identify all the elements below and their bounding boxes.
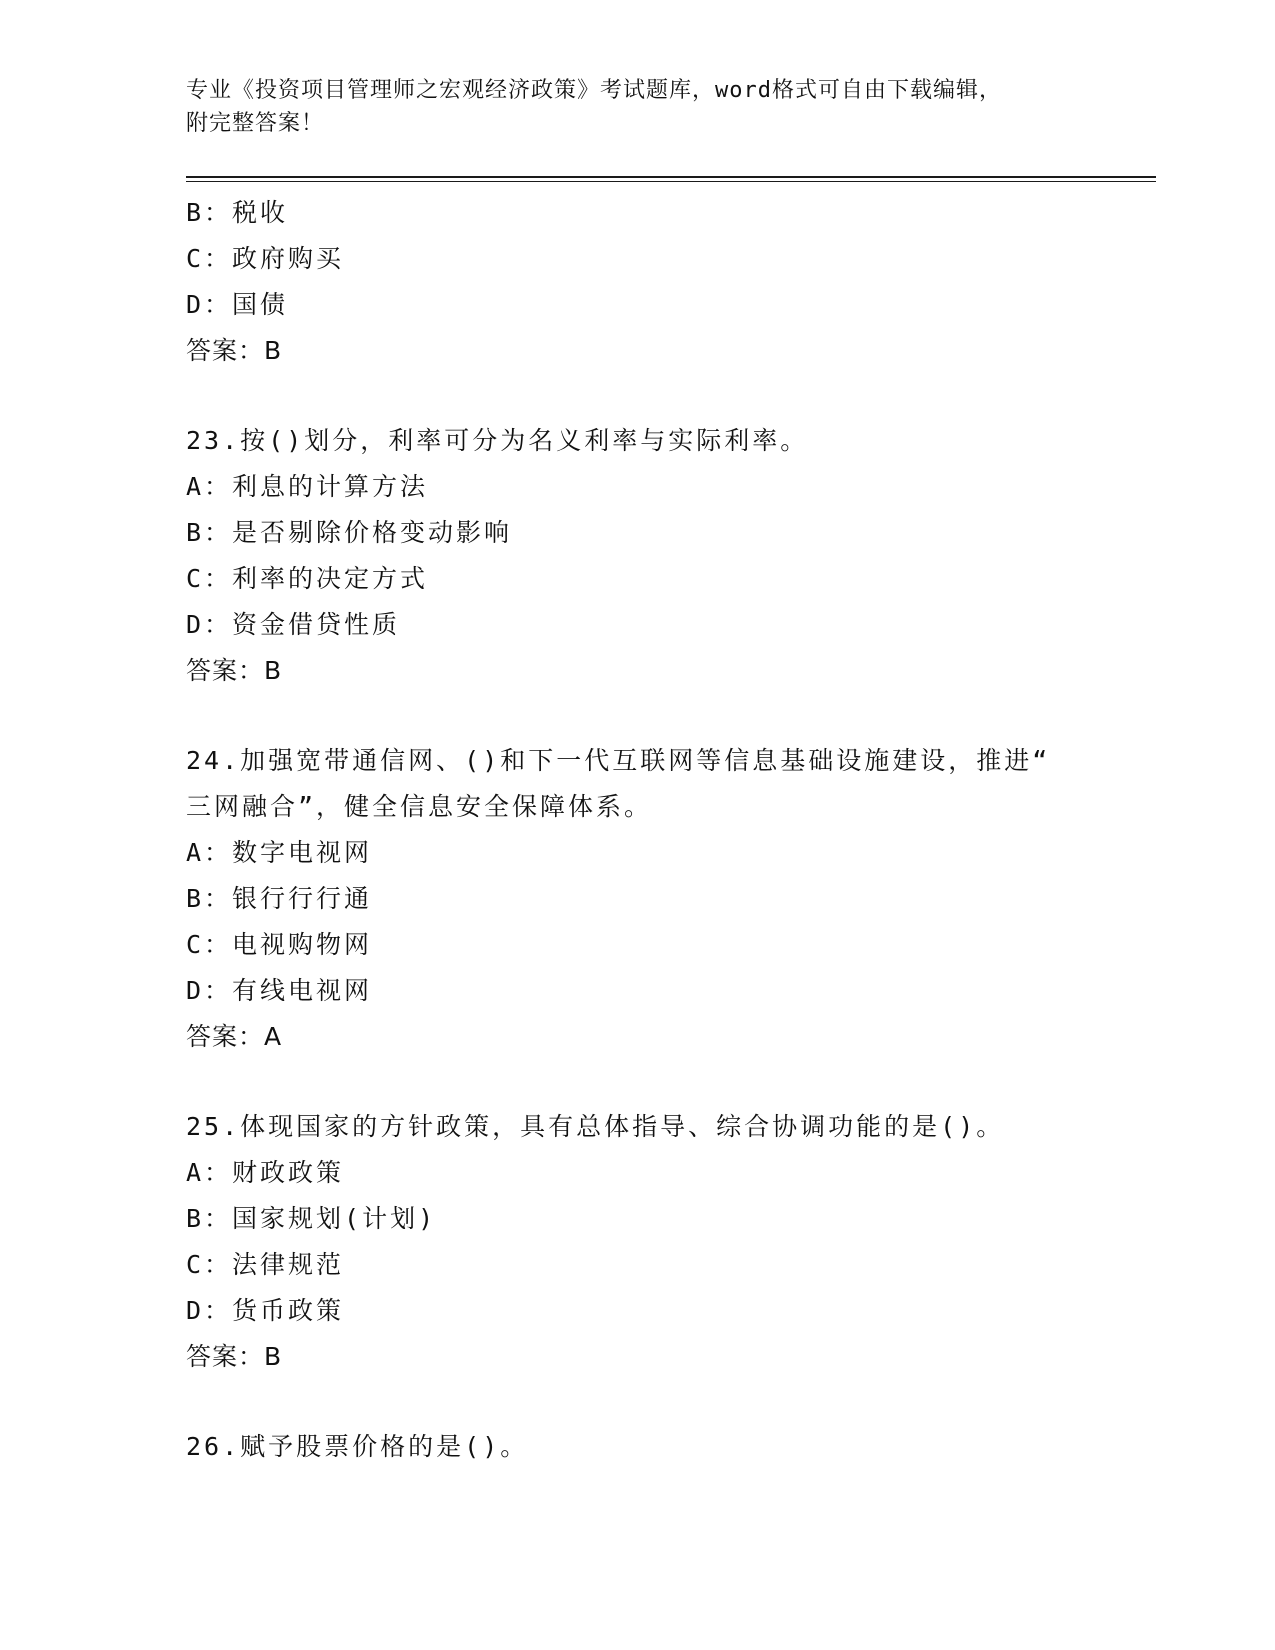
question-stem: 24.加强宽带通信网、()和下一代互联网等信息基础设施建设，推进“ [186,746,1051,775]
option-d: D：资金借贷性质 [186,610,401,639]
header-line-2: 附完整答案！ [186,111,325,136]
option-b: B：税收 [186,198,289,227]
option-c: C：法律规范 [186,1250,345,1279]
question-stem: 23.按()划分，利率可分为名义利率与实际利率。 [186,426,809,455]
option-a: A：财政政策 [186,1158,345,1187]
header-divider-thick [186,176,1156,178]
answer: 答案：A [186,1022,283,1051]
document-header [186,74,1086,140]
question-22-tail [186,190,1146,374]
question-stem: 26.赋予股票价格的是()。 [186,1432,529,1461]
question-stem-continued: 三网融合”，健全信息安全保障体系。 [186,792,653,821]
option-b: B：国家规划(计划) [186,1204,437,1233]
option-d: D：货币政策 [186,1296,345,1325]
question-list [186,190,1146,1470]
option-d: D：有线电视网 [186,976,373,1005]
option-b: B：银行行行通 [186,884,373,913]
header-line-1: 专业《投资项目管理师之宏观经济政策》考试题库，word格式可自由下载编辑， [186,78,1002,103]
question-23 [186,418,1146,694]
option-b: B：是否剔除价格变动影响 [186,518,513,547]
header-divider-thin [186,181,1156,182]
option-c: C：政府购买 [186,244,345,273]
option-d: D：国债 [186,290,289,319]
answer: 答案：B [186,1342,283,1371]
option-c: C：利率的决定方式 [186,564,429,593]
question-26 [186,1424,1146,1470]
option-a: A：数字电视网 [186,838,373,867]
question-25 [186,1104,1146,1380]
question-stem: 25.体现国家的方针政策，具有总体指导、综合协调功能的是()。 [186,1112,1005,1141]
answer: 答案：B [186,656,283,685]
question-24 [186,738,1146,1060]
option-c: C：电视购物网 [186,930,373,959]
answer: 答案：B [186,336,283,365]
option-a: A：利息的计算方法 [186,472,429,501]
